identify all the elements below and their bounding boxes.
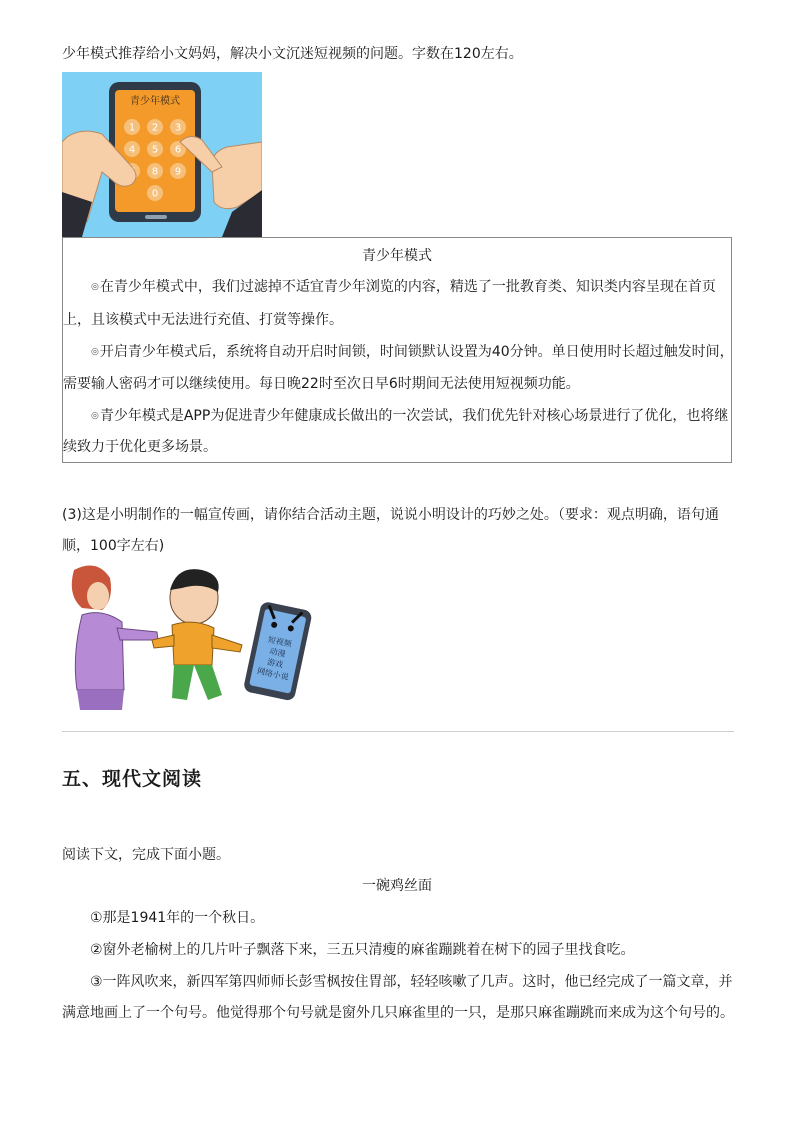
notice-paragraph-3: ◎青少年模式是APP为促进青少年健康成长做出的一次尝试，我们优先针对核心场景进行了优化，也将继 [91,408,729,424]
question-3-line-1: (3)这是小明制作的一幅宣传画，请你结合活动主题，说说小明设计的巧妙之处。（要求：观点明确，语句通 [62,507,719,523]
keypad-key-label: 2 [151,122,159,134]
keypad-key-label: 0 [151,188,159,200]
notice-paragraph-1-cont: 上，且该模式中无法进行充值、打赏等操作。 [63,312,343,328]
bullet-icon: ◎ [91,347,99,357]
reading-title: 一碗鸡丝面 [362,878,432,894]
reading-paragraph-1: ①那是1941年的一个秋日。 [90,910,265,926]
keypad-key-label: 6 [174,144,182,156]
teen-mode-notice-box [62,237,732,463]
cartoon-phone-label: 短视频 [267,634,293,649]
reading-instruction: 阅读下文，完成下面小题。 [62,847,230,863]
notice-paragraph-3-cont: 续致力于优化更多场景。 [63,439,217,455]
notice-title: 青少年模式 [362,248,432,264]
cartoon-phone-label: 动漫 [268,646,287,659]
section-heading: 五、现代文阅读 [62,768,203,790]
keypad-key-label: 4 [128,144,136,156]
teen-mode-phone-illustration [62,72,262,237]
keypad-key-label: 1 [128,122,136,134]
phone-screen-title: 青少年模式 [130,96,180,107]
cartoon-phone-label: 网络小说 [256,666,290,682]
reading-paragraph-3-cont: 满意地画上了一个句号。他觉得那个句号就是窗外几只麻雀里的一只，是那只麻雀蹦跳而来成为这个句号的。 [62,1005,734,1021]
section-divider [62,731,734,732]
notice-paragraph-2-cont: 需要输人密码才可以继续使用。每日晚22时至次日早6时期间无法使用短视频功能。 [63,376,580,392]
keypad-key-label: 3 [174,122,182,134]
keypad-key-label: 8 [151,166,159,178]
notice-paragraph-2: ◎开启青少年模式后，系统将自动开启时间锁，时间锁默认设置为40分钟。单日使用时长超过触发时间， [91,344,734,360]
reading-paragraph-3: ③一阵风吹来，新四军第四师师长彭雪枫按住胃部，轻轻咳嗽了几声。这时，他已经完成了一篇文章，并 [90,974,733,990]
phone-addiction-cartoon [62,560,322,720]
keypad-key-label: 9 [174,166,182,178]
cartoon-phone-label: 游戏 [266,657,284,670]
keypad-key-label: 5 [151,144,159,156]
bullet-icon: ◎ [91,411,99,421]
question-3-line-2: 顺，100字左右) [62,538,165,554]
bullet-icon: ◎ [91,282,99,292]
notice-paragraph-1: ◎在青少年模式中，我们过滤掉不适宜青少年浏览的内容，精选了一批教育类、知识类内容呈现在首页 [91,279,716,295]
reading-paragraph-2: ②窗外老榆树上的几片叶子飘落下来，三五只清瘦的麻雀蹦跳着在树下的园子里找食吃。 [90,942,635,958]
task-intro: 少年模式推荐给小文妈妈，解决小文沉迷短视频的问题。字数在120左右。 [62,46,523,62]
